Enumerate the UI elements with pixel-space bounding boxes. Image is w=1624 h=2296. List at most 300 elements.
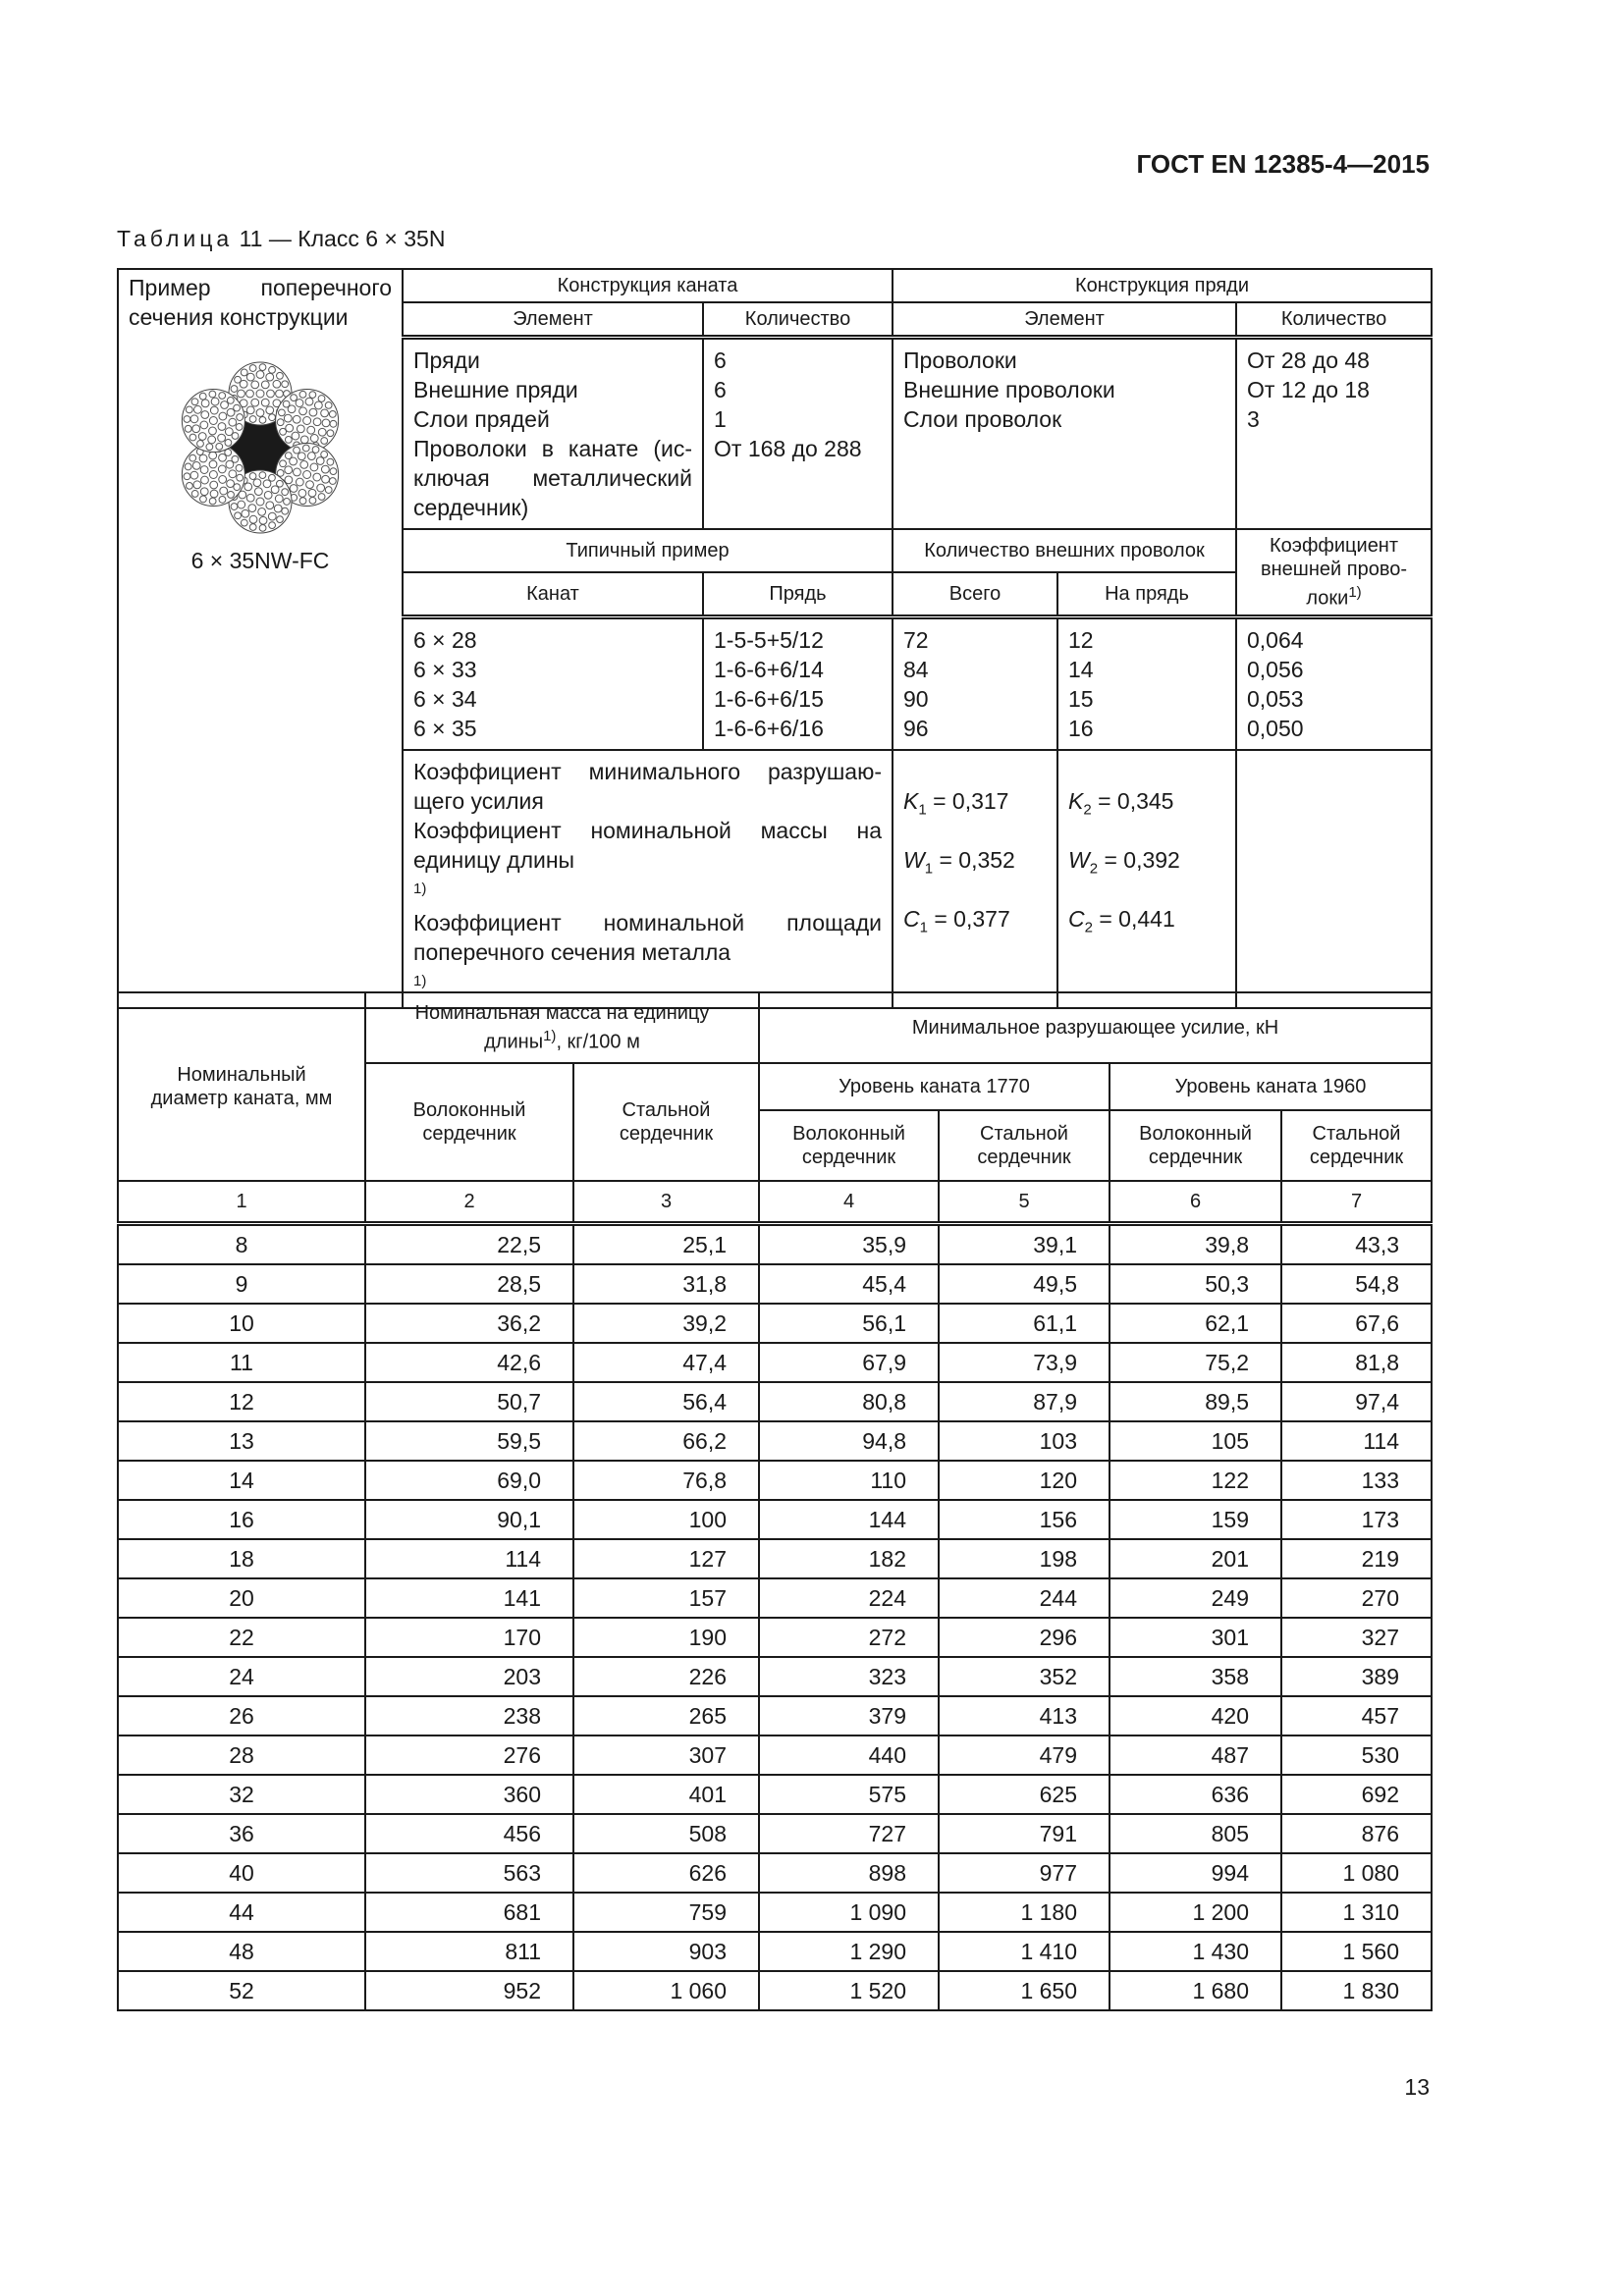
- strand-wire: [282, 381, 289, 388]
- strand-wire: [246, 373, 254, 381]
- column-number: 1: [118, 1181, 365, 1224]
- column-number: 2: [365, 1181, 573, 1224]
- value-cell: 307: [573, 1735, 759, 1775]
- strand-wire: [218, 434, 226, 442]
- diameter-header: [118, 992, 365, 1181]
- value-cell: 89,5: [1110, 1382, 1281, 1421]
- strand-wire: [237, 414, 244, 421]
- strand-wire: [305, 398, 313, 405]
- strand-wire: [313, 473, 321, 481]
- strand-wire: [321, 452, 328, 458]
- strand-wire: [264, 491, 272, 499]
- value-cell: 401: [573, 1775, 759, 1814]
- coefficients-2-cell: [1057, 750, 1236, 1008]
- value-cell: 358: [1110, 1657, 1281, 1696]
- strand-wire: [238, 501, 245, 508]
- strand-wire: [276, 480, 283, 487]
- value-cell: 479: [939, 1735, 1110, 1775]
- value-cell: 81,8: [1281, 1343, 1432, 1382]
- strand-wire: [306, 481, 314, 489]
- strand-wire: [198, 433, 206, 441]
- outer-wire-factor-line1: Коэффициент: [1270, 535, 1399, 557]
- typical-example-header: Типичный пример: [403, 529, 893, 572]
- table-caption: [117, 226, 445, 252]
- diameter-cell: 28: [118, 1735, 365, 1775]
- strand-wire: [277, 372, 284, 379]
- strand-wire: [298, 490, 306, 498]
- value-cell: 1 650: [939, 1971, 1110, 2010]
- value-cell: 156: [939, 1500, 1110, 1539]
- value-cell: 994: [1110, 1853, 1281, 1893]
- strand-wire: [191, 491, 198, 498]
- strand-wire: [321, 438, 328, 445]
- strand-wire: [249, 473, 256, 480]
- table-row: [118, 1696, 1432, 1735]
- subscript: 2: [1083, 801, 1092, 819]
- rope-element-header: Элемент: [403, 302, 703, 338]
- value-cell: 226: [573, 1657, 759, 1696]
- strand-wire: [309, 392, 316, 399]
- value-cell: 114: [365, 1539, 573, 1578]
- diameter-cell: 16: [118, 1500, 365, 1539]
- strand-wire: [199, 393, 206, 400]
- strand-quantity: От 12 до 18: [1247, 377, 1370, 402]
- value-cell: 66,2: [573, 1421, 759, 1461]
- value-cell: 22,5: [365, 1224, 573, 1265]
- value-cell: 1 520: [759, 1971, 939, 2010]
- strand-wire: [184, 416, 190, 423]
- subscript: 2: [1089, 860, 1099, 878]
- strand-wire: [249, 515, 257, 523]
- w-symbol: W: [1068, 846, 1090, 873]
- value-cell: 114: [1281, 1421, 1432, 1461]
- outer-wires-per-strand-header: На прядь: [1057, 572, 1236, 617]
- value-cell: 76,8: [573, 1461, 759, 1500]
- table-row: [118, 1893, 1432, 1932]
- typical-strands-cell: [703, 616, 893, 750]
- value-cell: 487: [1110, 1735, 1281, 1775]
- value-cell: 90,1: [365, 1500, 573, 1539]
- coefficient-label: Коэффициент номинальной площади: [413, 910, 882, 936]
- value-cell: 127: [573, 1539, 759, 1578]
- strand-wire: [293, 415, 300, 423]
- value-cell: 97,4: [1281, 1382, 1432, 1421]
- c-symbol: C: [1068, 905, 1085, 932]
- value-cell: 56,1: [759, 1304, 939, 1343]
- rope-elements-cell: [403, 338, 703, 530]
- value-cell: 49,5: [939, 1264, 1110, 1304]
- strand-wire: [291, 395, 298, 401]
- strand-wire: [259, 416, 266, 423]
- strand-wire: [314, 401, 322, 409]
- strand-wire: [308, 489, 316, 497]
- value-cell: 28,5: [365, 1264, 573, 1304]
- table-row: [118, 1657, 1432, 1696]
- strand-wire: [296, 400, 303, 407]
- strand-wire: [193, 481, 201, 489]
- strand-wire: [299, 391, 306, 398]
- typical-strand: 1-5-5+5/12: [714, 626, 824, 653]
- strand-wire: [227, 480, 235, 488]
- cross-section-label-line1: Пример поперечного: [129, 275, 392, 300]
- value-cell: 352: [939, 1657, 1110, 1696]
- strand-wire: [249, 524, 256, 531]
- strand-wire: [251, 399, 259, 406]
- outer-wires-totals-cell: [893, 616, 1057, 750]
- value-cell: 73,9: [939, 1343, 1110, 1382]
- coefficient-label: Коэффициент номинальной массы на: [413, 817, 882, 843]
- value-cell: 811: [365, 1932, 573, 1971]
- value-cell: 270: [1281, 1578, 1432, 1618]
- strand-wire: [325, 487, 332, 494]
- strand-wire: [201, 411, 209, 419]
- strand-wire: [285, 466, 293, 474]
- rope-element: Слои прядей: [413, 406, 550, 432]
- strand-wire: [241, 519, 247, 526]
- value-cell: 456: [365, 1814, 573, 1853]
- strand-wire: [268, 512, 276, 520]
- strand-wire: [312, 447, 319, 454]
- strand-wire: [254, 488, 262, 496]
- strand-wire: [234, 484, 241, 491]
- c-symbol: C: [903, 905, 920, 932]
- strand-wire: [321, 465, 329, 473]
- strand-wire: [267, 390, 275, 398]
- value-cell: 244: [939, 1578, 1110, 1618]
- value-cell: 903: [573, 1932, 759, 1971]
- strand-wire: [310, 435, 318, 443]
- value-cell: 62,1: [1110, 1304, 1281, 1343]
- value-cell: 952: [365, 1971, 573, 2010]
- table-row: [118, 1500, 1432, 1539]
- strand-wire: [185, 425, 191, 432]
- force-1770-fiber-core-header: [759, 1110, 939, 1181]
- value-cell: 100: [573, 1500, 759, 1539]
- strand-quantity: От 28 до 48: [1247, 347, 1370, 373]
- strand-wire: [273, 380, 281, 388]
- strand-wire: [303, 417, 311, 425]
- strand-wire: [317, 484, 325, 492]
- value-cell: 301: [1110, 1618, 1281, 1657]
- strand-wire: [256, 409, 264, 417]
- strand-wire: [209, 391, 216, 398]
- table-row: [118, 1304, 1432, 1343]
- value-cell: 224: [759, 1578, 939, 1618]
- core-line2: сердечник: [801, 1147, 896, 1168]
- strand-wire: [318, 494, 325, 501]
- strand-wire: [330, 468, 337, 475]
- strand-wire: [263, 480, 271, 488]
- outer-wire-factor: 0,064: [1247, 626, 1304, 653]
- strand-wire: [294, 468, 301, 476]
- strand-wire: [307, 426, 315, 434]
- coefficient-label: щего усилия: [413, 787, 544, 814]
- w1-number: = 0,352: [933, 846, 1015, 873]
- value-cell: 420: [1110, 1696, 1281, 1735]
- outer-wires-per-strand: 14: [1068, 656, 1094, 682]
- table-row: [118, 1814, 1432, 1853]
- value-cell: 56,4: [573, 1382, 759, 1421]
- value-cell: 1 830: [1281, 1971, 1432, 2010]
- diameter-cell: 48: [118, 1932, 365, 1971]
- outer-wires-per-strand: 12: [1068, 626, 1094, 653]
- value-cell: 681: [365, 1893, 573, 1932]
- c2-number: = 0,441: [1092, 905, 1175, 932]
- strand-wire: [190, 415, 198, 423]
- outer-wire-factor-header: [1236, 529, 1432, 616]
- typical-strand: 1-6-6+6/14: [714, 656, 824, 682]
- value-cell: 198: [939, 1539, 1110, 1578]
- strand-wire: [218, 423, 226, 431]
- strand-wire: [231, 504, 238, 510]
- value-cell: 201: [1110, 1539, 1281, 1578]
- diameter-header-line2: диаметр каната, мм: [150, 1088, 333, 1109]
- outer-wires-total: 96: [903, 715, 929, 741]
- value-cell: 43,3: [1281, 1224, 1432, 1265]
- diameter-cell: 36: [118, 1814, 365, 1853]
- strand-wire: [234, 404, 241, 411]
- mass-header-line1: Номинальная масса на единицу: [414, 1002, 710, 1025]
- strand-wire: [261, 381, 269, 389]
- strand-wire: [227, 398, 234, 404]
- value-cell: 296: [939, 1618, 1110, 1657]
- strand-wire: [219, 412, 227, 420]
- strand-wire: [269, 366, 276, 373]
- strand-wire: [280, 428, 287, 435]
- strand-wire: [209, 460, 217, 468]
- strand-wire: [325, 401, 332, 408]
- strand-wire: [236, 464, 243, 471]
- strand-wire: [199, 454, 207, 462]
- strand-wire: [232, 455, 239, 462]
- w2-number: = 0,392: [1098, 846, 1180, 873]
- empty-cell: [1236, 750, 1432, 1008]
- level-1770-header: Уровень каната 1770: [759, 1063, 1110, 1110]
- strand-wire: [298, 453, 305, 460]
- w-symbol: W: [903, 846, 925, 873]
- strand-wire: [329, 478, 336, 485]
- diameter-cell: 24: [118, 1657, 365, 1696]
- table-row: [118, 1224, 1432, 1265]
- value-cell: 977: [939, 1853, 1110, 1893]
- footnote-mark: 1): [543, 1028, 557, 1045]
- rope-quantity: От 168 до 288: [714, 436, 862, 461]
- value-cell: 25,1: [573, 1224, 759, 1265]
- outer-wire-factor: 0,053: [1247, 685, 1304, 712]
- strand-wire: [225, 440, 232, 447]
- typical-strand: 1-6-6+6/15: [714, 685, 824, 712]
- strand-wire: [299, 407, 307, 415]
- strand-wire: [330, 420, 337, 427]
- subscript: 1: [918, 801, 927, 819]
- strand-wire: [318, 428, 326, 436]
- value-cell: 265: [573, 1696, 759, 1735]
- coefficient-label-text: единицу длины: [413, 846, 575, 873]
- diameter-cell: 13: [118, 1421, 365, 1461]
- strand-wire: [228, 492, 235, 499]
- rope-element: ключая металлический: [413, 465, 692, 491]
- strand-construction-header: Конструкция пряди: [893, 269, 1432, 302]
- typical-ropes-cell: [403, 616, 703, 750]
- outer-wires-per-strand: 16: [1068, 715, 1094, 741]
- value-cell: 636: [1110, 1775, 1281, 1814]
- strand-wire: [251, 381, 259, 389]
- rope-cross-section-figure: [172, 359, 349, 536]
- value-cell: 31,8: [573, 1264, 759, 1304]
- value-cell: 360: [365, 1775, 573, 1814]
- value-cell: 1 090: [759, 1893, 939, 1932]
- value-cell: 898: [759, 1853, 939, 1893]
- diameter-cell: 10: [118, 1304, 365, 1343]
- strand-wire: [201, 400, 209, 407]
- rope-element: сердечник): [413, 495, 529, 520]
- strand-wire: [241, 369, 247, 376]
- typical-strand-header: Прядь: [703, 572, 893, 617]
- value-cell: 530: [1281, 1735, 1432, 1775]
- strand-wire: [327, 430, 334, 437]
- rope-element: Внешние пряди: [413, 377, 578, 402]
- rope-quantity: 6: [714, 377, 727, 402]
- strand-wire: [259, 524, 266, 531]
- value-cell: 1 180: [939, 1893, 1110, 1932]
- value-cell: 36,2: [365, 1304, 573, 1343]
- subscript: 1: [924, 860, 934, 878]
- strand-wire: [261, 399, 269, 406]
- typical-rope: 6 × 28: [413, 626, 477, 653]
- diameter-cell: 52: [118, 1971, 365, 2010]
- fiber-core-line1: Волоконный: [1139, 1123, 1252, 1145]
- table-row: [118, 1618, 1432, 1657]
- construction-table: [117, 268, 1433, 1009]
- value-cell: 67,6: [1281, 1304, 1432, 1343]
- value-cell: 1 200: [1110, 1893, 1281, 1932]
- value-cell: 692: [1281, 1775, 1432, 1814]
- value-cell: 791: [939, 1814, 1110, 1853]
- strand-wire: [256, 498, 264, 506]
- w1-value: [903, 830, 1047, 889]
- strand-wire: [299, 498, 306, 505]
- value-cell: 457: [1281, 1696, 1432, 1735]
- value-cell: 47,4: [573, 1343, 759, 1382]
- c1-value: [903, 889, 1047, 948]
- w2-value: [1068, 830, 1225, 889]
- core-line2: сердечник: [1148, 1147, 1243, 1168]
- strand-wire: [277, 419, 284, 426]
- strand-wire: [302, 445, 309, 452]
- strand-wire: [186, 406, 192, 413]
- strand-wire: [300, 461, 308, 469]
- strand-wire: [300, 436, 308, 444]
- value-cell: 45,4: [759, 1264, 939, 1304]
- strand-wire: [307, 453, 315, 460]
- strand-wire: [321, 409, 329, 417]
- k-symbol: K: [903, 787, 919, 814]
- footnote-mark: 1): [413, 880, 427, 897]
- value-cell: 190: [573, 1618, 759, 1657]
- value-cell: 625: [939, 1775, 1110, 1814]
- strand-wire: [253, 479, 261, 487]
- strand-wire: [190, 471, 198, 479]
- diameter-header-line1: Номинальный: [177, 1064, 306, 1086]
- value-cell: 203: [365, 1657, 573, 1696]
- c2-value: [1068, 889, 1225, 948]
- strand-wire: [309, 497, 316, 504]
- fiber-core-line1: Волоконный: [792, 1123, 905, 1145]
- value-cell: 238: [365, 1696, 573, 1735]
- value-cell: 94,8: [759, 1421, 939, 1461]
- strand-wire: [189, 454, 196, 461]
- table-row: [118, 1775, 1432, 1814]
- value-cell: 1 680: [1110, 1971, 1281, 2010]
- steel-core-line1: Стальной: [980, 1123, 1068, 1145]
- strand-wire: [292, 432, 299, 440]
- strand-wire: [259, 364, 266, 371]
- k2-value: [1068, 772, 1225, 830]
- strand-wire: [193, 405, 201, 413]
- value-cell: 133: [1281, 1461, 1432, 1500]
- outer-wires-total: 72: [903, 626, 929, 653]
- rope-figure-caption: 6 × 35NW-FC: [190, 548, 330, 573]
- cross-section-cell: [118, 269, 403, 1008]
- outer-wires-per-strand-cell: [1057, 616, 1236, 750]
- fiber-core-line1: Волоконный: [412, 1099, 526, 1121]
- strand-wire: [191, 399, 198, 405]
- page-number: 13: [1404, 2074, 1430, 2100]
- rope-quantities-cell: [703, 338, 893, 530]
- strand-wire: [186, 482, 192, 489]
- strand-wire: [209, 417, 217, 425]
- subscript: 2: [1084, 919, 1093, 936]
- table-caption-title: 11 — Класс 6 × 35N: [233, 226, 446, 251]
- value-cell: 39,8: [1110, 1224, 1281, 1265]
- steel-core-line1: Стальной: [622, 1099, 711, 1121]
- coefficients-label-cell: [403, 750, 893, 1008]
- subscript: 1: [919, 919, 928, 936]
- strand-wire: [235, 512, 242, 519]
- strand-wire: [327, 458, 334, 465]
- strand-wire: [235, 376, 242, 383]
- core-line2: сердечник: [1309, 1147, 1404, 1168]
- strand-wire: [229, 470, 237, 478]
- strand-wire: [248, 505, 256, 512]
- value-cell: 876: [1281, 1814, 1432, 1853]
- c1-number: = 0,377: [927, 905, 1010, 932]
- table-row: [118, 1735, 1432, 1775]
- strand-wire: [269, 522, 276, 529]
- diameter-cell: 20: [118, 1578, 365, 1618]
- value-cell: 1 410: [939, 1932, 1110, 1971]
- table-caption-word: Таблица: [117, 226, 234, 251]
- document-standard-number: ГОСТ EN 12385-4—2015: [1136, 149, 1430, 179]
- strand-wire: [290, 485, 298, 493]
- outer-wire-factor: 0,056: [1247, 656, 1304, 682]
- column-number: 7: [1281, 1181, 1432, 1224]
- value-cell: 61,1: [939, 1304, 1110, 1343]
- value-cell: 272: [759, 1618, 939, 1657]
- strand-quantity: 3: [1247, 406, 1260, 432]
- outer-wires-per-strand: 15: [1068, 685, 1094, 712]
- strand-wire: [209, 471, 217, 479]
- value-cell: 323: [759, 1657, 939, 1696]
- strand-wire: [285, 437, 292, 444]
- strand-quantities-cell: [1236, 338, 1432, 530]
- typical-rope-header: Канат: [403, 572, 703, 617]
- coefficient-label: Коэффициент минимального разрушаю-: [413, 758, 882, 784]
- strand-wire: [209, 427, 217, 435]
- strand-wire: [282, 489, 289, 496]
- mass-header-line2a: длины: [484, 1031, 544, 1053]
- table-row: [118, 1382, 1432, 1421]
